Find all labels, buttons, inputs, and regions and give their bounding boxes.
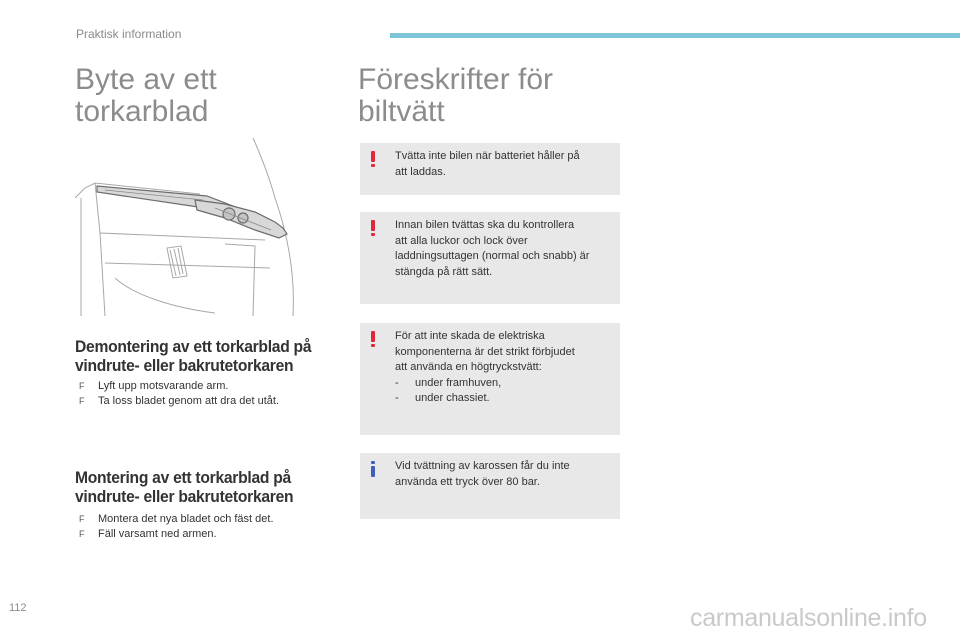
bullet-icon: F <box>79 514 85 524</box>
info-icon <box>369 461 377 477</box>
list-item <box>79 394 279 409</box>
fitting-steps <box>79 512 274 542</box>
car-wash-title-line1: Föreskrifter för <box>358 63 554 96</box>
dash-marker: - <box>395 392 399 404</box>
list-item <box>79 527 274 542</box>
watermark: carmanualsonline.info <box>690 604 927 632</box>
car-wash-title <box>358 64 618 128</box>
wiper-title <box>75 64 335 128</box>
info-text <box>395 459 614 490</box>
fitting-heading <box>75 468 323 506</box>
text-line: komponenterna är det strikt förbjudet <box>395 345 575 358</box>
removal-heading-line2: vindrute- eller bakrutetorkaren <box>75 356 294 375</box>
section-label: Praktisk information <box>76 27 182 41</box>
text-line: att använda en högtryckstvätt: <box>395 361 542 373</box>
warning-box-pressure-washer <box>360 323 620 435</box>
fitting-heading-line1: Montering av ett torkarblad på <box>75 468 291 487</box>
step-text: Ta loss bladet genom att dra det utåt. <box>98 395 280 407</box>
warning-icon <box>369 331 377 347</box>
list-item <box>395 376 614 392</box>
section-accent-bar <box>390 33 960 38</box>
removal-heading-line1: Demontering av ett torkarblad på <box>75 337 312 356</box>
bullet-icon: F <box>79 529 85 539</box>
warning-text <box>395 218 614 280</box>
text-line: att laddas. <box>395 165 446 178</box>
page-number: 112 <box>9 602 27 614</box>
list-item <box>395 391 614 407</box>
wiper-title-line1: Byte av ett <box>75 63 217 96</box>
warning-icon <box>369 151 377 167</box>
text-line: stängda på rätt sätt. <box>395 265 493 278</box>
step-text: Fäll varsamt ned armen. <box>98 528 217 540</box>
text-line: Innan bilen tvättas ska du kontrollera <box>395 219 575 231</box>
warning-text <box>395 149 614 180</box>
dash-item-text: under chassiet. <box>415 392 490 404</box>
list-item <box>79 512 274 527</box>
text-line: Vid tvättning av karossen får du inte <box>395 460 570 472</box>
step-text: Montera det nya bladet och fäst det. <box>98 513 274 525</box>
list-item <box>79 379 279 394</box>
wiper-title-line2: torkarblad <box>75 95 209 128</box>
text-line: För att inte skada de elektriska <box>395 330 545 342</box>
text-line: använda ett tryck över 80 bar. <box>395 475 540 488</box>
dash-item-text: under framhuven, <box>415 376 502 389</box>
warning-box-charging <box>360 143 620 195</box>
bullet-icon: F <box>79 396 85 406</box>
fitting-heading-line2: vindrute- eller bakrutetorkaren <box>75 487 294 506</box>
removal-steps <box>79 379 279 409</box>
text-line: att alla luckor och lock över <box>395 234 528 247</box>
dash-marker: - <box>395 376 399 389</box>
car-wash-title-line2: biltvätt <box>358 95 445 128</box>
warning-box-hatches <box>360 212 620 304</box>
warning-icon <box>369 220 377 236</box>
bullet-icon: F <box>79 381 85 391</box>
removal-heading <box>75 337 323 375</box>
rear-wiper-illustration <box>75 138 297 318</box>
info-box-body-washing <box>360 453 620 519</box>
text-line: laddningsuttagen (normal och snabb) är <box>395 250 590 262</box>
step-text: Lyft upp motsvarande arm. <box>98 380 229 392</box>
warning-text <box>395 329 614 407</box>
text-line: Tvätta inte bilen när batteriet håller på <box>395 150 580 162</box>
